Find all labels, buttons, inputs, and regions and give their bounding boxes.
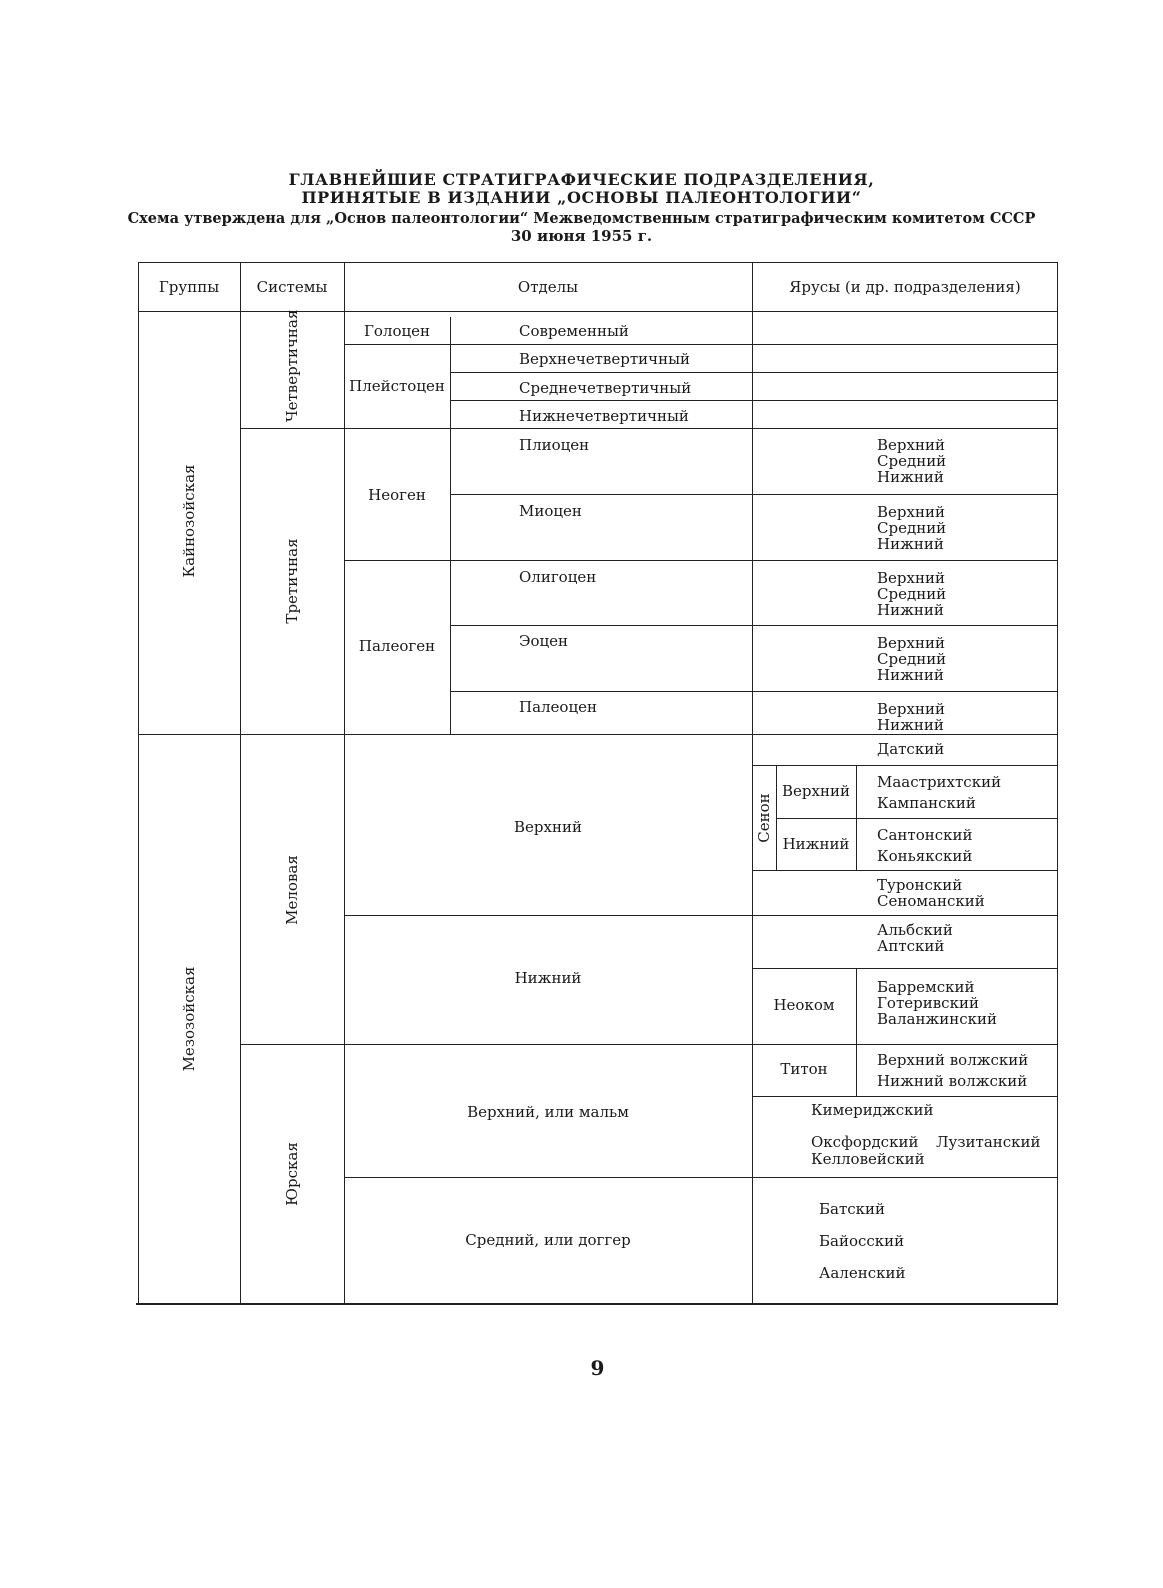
pleistocene-label: Плейстоцен — [349, 377, 445, 395]
title-line-4: 30 июня 1955 г. — [510, 227, 653, 245]
lower-volgian-label: Нижний волжский — [877, 1072, 1028, 1090]
lusitanian-label: Лузитанский — [936, 1133, 1041, 1151]
danian-bottom — [752, 765, 1058, 766]
paleocene-label: Палеоцен — [519, 698, 597, 716]
campanian-label: Кампанский — [877, 794, 976, 812]
header-divisions: Отделы — [517, 278, 579, 296]
col-sep-systems — [344, 262, 345, 1304]
aptian-label: Аптский — [877, 937, 945, 955]
coniacian-label: Коньякский — [877, 847, 973, 865]
malm-label: Верхний, или мальм — [467, 1103, 629, 1121]
system-cretaceous: Меловая — [283, 855, 301, 925]
maastrichtian-label: Маастрихтский — [877, 773, 1002, 791]
middle-quaternary-label: Среднечетвертичный — [519, 379, 692, 397]
oligocene-label: Олигоцен — [519, 568, 597, 586]
upper-quaternary-label: Верхнечетвертичный — [519, 350, 690, 368]
system-jurassic: Юрская — [283, 1142, 301, 1206]
col-sep-subdivisions — [450, 317, 451, 735]
table-bottom-border — [136, 1303, 1058, 1305]
modern-label: Современный — [519, 322, 629, 340]
albian-label: Альбский — [877, 921, 953, 939]
stage-lower: Нижний — [877, 535, 944, 553]
miocene-label: Миоцен — [519, 502, 582, 520]
kimmeridgian-label: Кимериджский — [811, 1101, 934, 1119]
title-line-3: Схема утверждена для „Основ палеонтологии“ Межведомственным стратиграфическим комитетом СССР — [127, 210, 1036, 227]
neogene-label: Неоген — [368, 486, 426, 504]
stage-upper: Верхний — [877, 569, 945, 587]
aalenian-label: Ааленский — [819, 1264, 906, 1282]
title-line-1: ГЛАВНЕЙШИЕ СТРАТИГРАФИЧЕСКИЕ ПОДРАЗДЕЛЕНИЯ, — [288, 170, 875, 189]
neogene-bottom — [344, 560, 1058, 561]
eocene-bottom — [450, 691, 1058, 692]
neocomian-line — [856, 968, 857, 1044]
header-groups: Группы — [158, 278, 220, 296]
barremian-label: Барремский — [877, 978, 975, 996]
title-line-2: ПРИНЯТЫЕ В ИЗДАНИИ „ОСНОВЫ ПАЛЕОНТОЛОГИИ“ — [301, 188, 862, 207]
lower-quaternary-label: Нижнечетвертичный — [519, 407, 689, 425]
cretaceous-bottom — [240, 1044, 1058, 1045]
tithonian-label: Титон — [780, 1060, 828, 1078]
q-row-line-3 — [450, 400, 1058, 401]
header-stages: Ярусы (и др. подразделения) — [789, 278, 1021, 296]
senon-upper-label: Верхний — [782, 782, 850, 800]
stage-lower: Нижний — [877, 716, 944, 734]
upper-volgian-label: Верхний волжский — [877, 1051, 1029, 1069]
stage-lower: Нижний — [877, 666, 944, 684]
tithonian-line — [856, 1044, 857, 1096]
holocene-label: Голоцен — [363, 322, 431, 340]
stage-middle: Средний — [877, 650, 947, 668]
tithonian-bottom — [752, 1096, 1058, 1097]
group-cenozoic: Кайнозойская — [180, 464, 198, 578]
stage-upper: Верхний — [877, 634, 945, 652]
eocene-label: Эоцен — [519, 632, 569, 650]
neocomian-label: Неоком — [773, 996, 835, 1014]
bajocian-label: Байосский — [819, 1232, 905, 1250]
stage-lower: Нижний — [877, 601, 944, 619]
albian-bottom — [752, 968, 1058, 969]
header-systems: Системы — [256, 278, 328, 296]
callovian-label: Келловейский — [811, 1150, 925, 1168]
system-quaternary: Четвертичная — [283, 309, 301, 422]
q-row-line-2 — [450, 372, 1058, 373]
system-tertiary: Третичная — [283, 538, 301, 624]
valanginian-label: Валанжинский — [877, 1010, 997, 1028]
senon-mid-line — [776, 818, 1058, 819]
table-top-border — [138, 262, 1058, 263]
group-separator — [138, 734, 1058, 735]
col-sep-groups — [240, 262, 241, 1304]
malm-bottom — [344, 1177, 1058, 1178]
upper-cretaceous-label: Верхний — [514, 818, 582, 836]
pliocene-label: Плиоцен — [519, 436, 590, 454]
dogger-label: Средний, или доггер — [465, 1231, 631, 1249]
senon-bottom — [752, 870, 1058, 871]
paleogene-label: Палеоген — [358, 637, 436, 655]
danian-label: Датский — [877, 740, 945, 758]
header-bottom-border — [138, 311, 1058, 312]
pliocene-bottom — [450, 494, 1058, 495]
hauterivian-label: Готеривский — [877, 994, 979, 1012]
stage-upper: Верхний — [877, 436, 945, 454]
senon-lower-label: Нижний — [782, 835, 850, 853]
stage-middle: Средний — [877, 452, 947, 470]
oxfordian-label: Оксфордский — [811, 1133, 919, 1151]
stage-lower: Нижний — [877, 468, 944, 486]
lower-cretaceous-label: Нижний — [514, 969, 582, 987]
upper-cretaceous-bottom — [344, 915, 1058, 916]
col-sep-divisions — [752, 262, 753, 1304]
q-row-line-1 — [344, 344, 1058, 345]
stage-middle: Средний — [877, 519, 947, 537]
quaternary-bottom — [240, 428, 1058, 429]
table-right-border — [1057, 262, 1058, 1304]
stage-upper: Верхний — [877, 503, 945, 521]
senon-label: Сенон — [755, 793, 773, 843]
oligocene-bottom — [450, 625, 1058, 626]
turonian-label: Туронский — [877, 876, 963, 894]
bathonian-label: Батский — [819, 1200, 886, 1218]
santonian-label: Сантонский — [877, 826, 973, 844]
group-mesozoic: Мезозойская — [180, 966, 198, 1072]
stage-middle: Средний — [877, 585, 947, 603]
table-left-border — [138, 262, 139, 1304]
cenomanian-label: Сеноманский — [877, 892, 985, 910]
stage-upper: Верхний — [877, 700, 945, 718]
page-number: 9 — [590, 1356, 605, 1380]
